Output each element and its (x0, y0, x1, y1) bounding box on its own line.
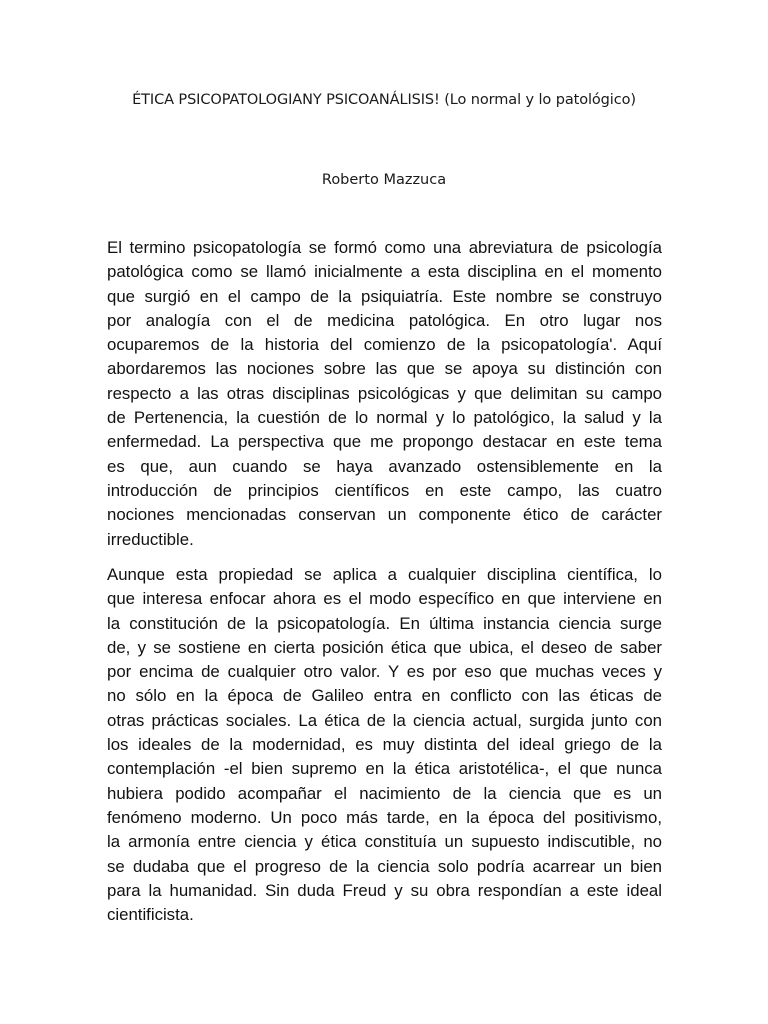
paragraph-line: introducción de principios científicos en este campo, las cuatro (107, 480, 662, 500)
paragraph-line: la armonía entre ciencia y ética constituía un supuesto indiscutible, no (107, 832, 662, 852)
paragraph-line: hubiera podido acompañar el nacimiento de la ciencia que es un (107, 783, 662, 803)
paragraph-line: por encima de cualquier otro valor. Y es por eso que muchas veces y (107, 662, 662, 682)
paragraph-line: enfermedad. La perspectiva que me propongo destacar en este tema (107, 432, 662, 452)
paragraph-2 (107, 563, 662, 927)
paragraph-line: irreductible. (107, 529, 194, 549)
paragraph-line: contemplación -el bien supremo en la ética aristotélica-, el que nunca (107, 759, 662, 779)
paragraph-line: nociones mencionadas conservan un componente ético de carácter (107, 505, 662, 525)
paragraph-line: ocuparemos de la historia del comienzo de la psicopatología'. Aquí (107, 335, 662, 355)
paragraph-line: que interesa enfocar ahora es el modo específico en que interviene en (107, 589, 662, 609)
paragraph-line: que surgió en el campo de la psiquiatría. Este nombre se construyo (107, 286, 662, 306)
paragraph-1 (107, 236, 662, 552)
paragraph-line: fenómeno moderno. Un poco más tarde, en la época del positivismo, (107, 807, 662, 827)
paragraph-line: no sólo en la época de Galileo entra en conflicto con las éticas de (107, 686, 662, 706)
paragraph-line: respecto a las otras disciplinas psicológicas y que delimitan su campo (107, 383, 662, 403)
paragraph-line: Aunque esta propiedad se aplica a cualquier disciplina científica, lo (107, 565, 662, 584)
paragraph-line: los ideales de la modernidad, es muy distinta del ideal griego de la (107, 735, 662, 755)
paragraph-line: la constitución de la psicopatología. En última instancia ciencia surge (107, 613, 662, 633)
paragraph-line: El termino psicopatología se formó como una abreviatura de psicología (107, 238, 662, 257)
paragraph-line: cientificista. (107, 905, 194, 925)
paragraph-line: de, y se sostiene en cierta posición ética que ubica, el deseo de saber (107, 637, 662, 657)
paragraph-line: se dudaba que el progreso de la ciencia solo podría acarrear un bien (107, 856, 662, 876)
paragraph-line: otras prácticas sociales. La ética de la ciencia actual, surgida junto con (107, 710, 662, 730)
paragraph-line: es que, aun cuando se haya avanzado ostensiblemente en la (107, 456, 662, 476)
paragraph-line: de Pertenencia, la cuestión de lo normal y lo patológico, la salud y la (107, 408, 662, 428)
paragraph-line: abordaremos las nociones sobre las que se apoya su distinción con (107, 359, 662, 379)
paragraph-line: por analogía con el de medicina patológica. En otro lugar nos (107, 310, 662, 330)
document-author: Roberto Mazzuca (321, 172, 447, 188)
document-title: ÉTICA PSICOPATOLOGIANY PSICOANÁLISIS! (Lo normal y lo patológico) (132, 92, 636, 108)
paragraph-line: patológica como se llamó inicialmente a esta disciplina en el momento (107, 262, 662, 282)
paragraph-line: para la humanidad. Sin duda Freud y su obra respondían a este ideal (107, 880, 662, 900)
